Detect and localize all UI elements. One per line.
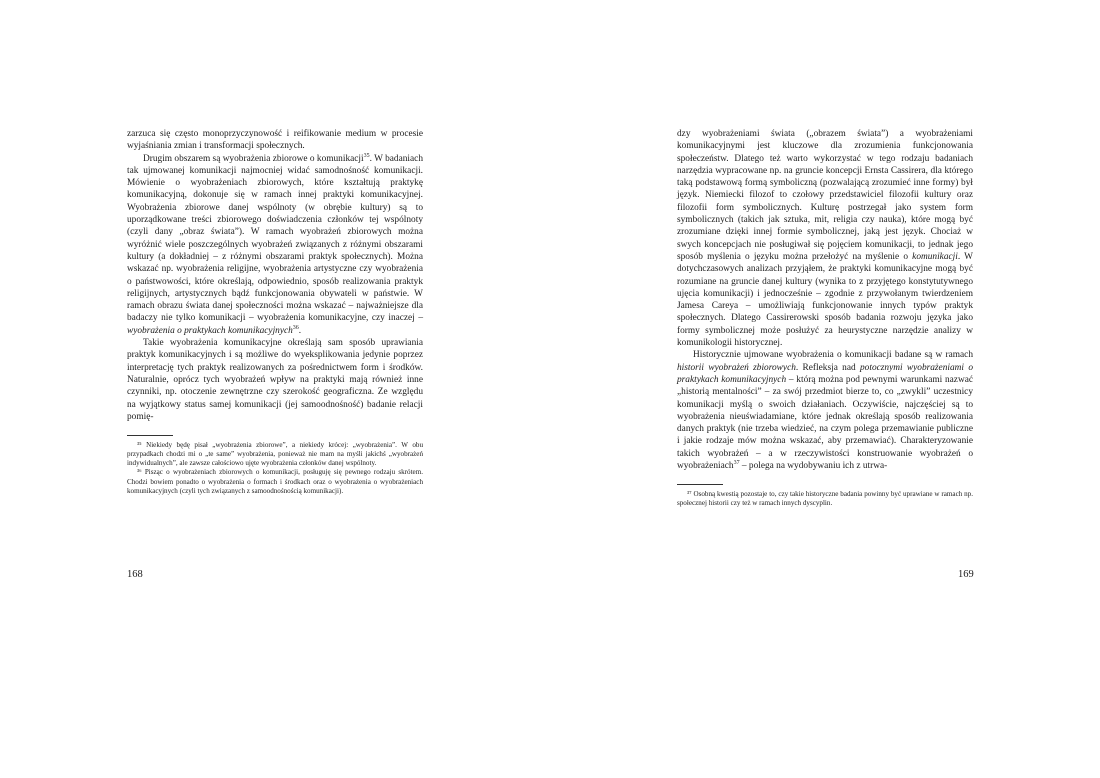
paragraph bbox=[127, 337, 423, 423]
paragraph bbox=[127, 128, 423, 153]
right-body-text bbox=[677, 128, 973, 472]
footnote-36: ³⁶ Pisząc o wyobrażeniach zbiorowych o komunikacji, posługuję się pewnego rodzaju skrótem. Chodzi bowiem ponadto o wyobrażenia o formach i środkach oraz o wyobrażenia o wyobrażeniach komunikacyjnych (czyli tych związanych z samoodnośnością komunikacji). bbox=[127, 468, 423, 495]
footnote-ref: 36 bbox=[292, 324, 299, 331]
left-body-text bbox=[127, 128, 423, 423]
paragraph bbox=[677, 349, 973, 472]
left-footnote-rule bbox=[127, 435, 173, 436]
left-page bbox=[127, 128, 423, 496]
right-footnotes bbox=[677, 490, 973, 508]
text-run: . Refleksja nad bbox=[795, 362, 860, 373]
left-footnotes bbox=[127, 441, 423, 496]
italic-run: potocznymi wyobrażeniami o praktykach komunikacyjnych bbox=[677, 362, 973, 385]
left-page-number: 168 bbox=[127, 569, 143, 580]
text-run: zarzuca się często monoprzyczynowość i reifikowanie medium w procesie wyjaśniania zmian i transformacji społecznych. bbox=[127, 129, 423, 152]
text-run: . bbox=[298, 325, 302, 336]
text-run: – polega na wydobywaniu ich z utrwa- bbox=[739, 461, 888, 472]
text-run: dzy wyobrażeniami świata („obrazem świata”) a wyobrażeniami komunikacyjnymi jest kluczowe dla zrozumienia funkcjonowania społeczeństw. Dlatego też warto wykorzystać w tego rodzaju badaniach narzędzia wypracowane np. na gruncie koncepcji Ernsta Cassirera, dla którego taką podstawową formą symboliczną (pozwalającą zrozumieć inne formy) był język. Niemiecki filozof to czołowy przedstawiciel filozofii kultury oraz filozofii form symbolicznych. Kulturę postrzegał jako system form symbolicznych (takich jak sztuka, mit, religia czy nauka), które mogą być zrozumiane dzięki innej formie symbolicznej, jaką jest język. Chociaż w swych koncepcjach nie posługiwał się pojęciem komunikacji, to jednak jego sposób myślenia o języku można przełożyć na myślenie o bbox=[677, 129, 973, 262]
paragraph bbox=[677, 128, 973, 349]
right-page-number: 169 bbox=[958, 569, 974, 580]
text-run: . W badaniach tak ujmowanej komunikacji najmocniej widać samodnośność komunikacji. Mówienie o wyobrażeniach zbiorowych, które kształtują praktykę komunikacyjną, dokonuje się w ramach innej praktyki komunikacyjnej. Wyobrażenia zbiorowe danej wspólnoty (w obrębie kultury) są to uporządkowane treści zbiorowego doświadczenia członków tej wspólnoty (czyli dany „obraz świata”). W ramach wyobrażeń zbiorowych można wyróżnić wiele poszczególnych wyobrażeń związanych z różnymi obszarami kultury (a dokładniej – z różnymi obszarami praktyk społecznych). Można wskazać np. wyobrażenia religijne, wyobrażenia artystyczne czy wyobrażenia o państwowości, które określają, odpowiednio, sposób realizowania praktyk religijnych, artystycznych bądź funkcjonowania obywateli w państwie. W ramach obrazu świata danej społeczności można wskazać – najważniejsze dla badaczy nie tylko komunikacji – wyobrażenia komunikacyjne, czy inaczej – bbox=[127, 153, 423, 324]
text-run: Historycznie ujmowane wyobrażenia o komunikacji badane są w ramach bbox=[693, 350, 973, 361]
text-run: Takie wyobrażenia komunikacyjne określają sam sposób uprawiania praktyk komunikacyjnych i są możliwe do wyeksplikowania jedynie poprzez interpretację tych praktyk realizowanych za pośrednictwem form i środków. Naturalnie, oprócz tych wyobrażeń wpływ na praktyki mają również inne czynniki, np. otoczenie zewnętrzne czy szerokość geograficzna. Ze względu na wyjątkowy status samej komunikacji (jej samoodnośność) badanie relacji pomię- bbox=[127, 338, 423, 422]
text-run: Drugim obszarem są wyobrażenia zbiorowe o komunikacji bbox=[143, 153, 364, 164]
paragraph bbox=[127, 153, 423, 337]
italic-run: historii wyobrażeń zbiorowych bbox=[677, 362, 796, 373]
footnote-ref: 37 bbox=[733, 459, 740, 466]
text-run: – którą można pod pewnymi warunkami nazwać „historią mentalności” – za swój przedmiot bierze to, co „zwykli” uczestnicy komunikacji myślą o swoich działaniach. Oczywiście, najczęściej są to wyobrażenia nieuświadamiane, które jednak określają sposób realizowania danych praktyk (nie trzeba wiedzieć, na czym polega przemawianie publiczne i jakie rodzaje mów można wskazać, aby przemawiać). Charakteryzowanie takich wyobrażeń – a w rzeczywistości konstruowanie wyobrażeń o wyobrażeniach bbox=[677, 374, 973, 472]
right-page bbox=[677, 128, 973, 509]
footnote-ref: 35 bbox=[363, 152, 370, 159]
text-run: . W dotychczasowych analizach przyjąłem, że praktyki komunikacyjne mogą być rozumiane na gruncie danej kultury (wynika to z przyjętego konstytutywnego ujęcia komunikacji) i jednocześnie – zgodnie z przywołanym twierdzeniem Jamesa Careya – umożliwiają funkcjonowanie innych typów praktyk społecznych. Dlatego Cassirerowski sposób badania rozwoju języka jako formy symbolicznej może posłużyć za heurystyczne narzędzie analizy w komunikologii historycznej. bbox=[677, 251, 973, 349]
footnote-37: ³⁷ Osobną kwestią pozostaje to, czy takie historyczne badania powinny być uprawiane w ramach np. społecznej historii czy też w ramach innych dyscyplin. bbox=[677, 490, 973, 508]
italic-run: komunikacji bbox=[912, 251, 958, 262]
footnote-35: ³⁵ Niekiedy będę pisał „wyobrażenia zbiorowe”, a niekiedy krócej: „wyobrażenia”. W obu przypadkach chodzi mi o „te same” wyobrażenia, ponieważ nie mam na myśli jakichś „wyobrażeń indywidualnych”, ale zawsze całościowo ujęte wyobrażenia członków danej wspólnoty. bbox=[127, 441, 423, 468]
right-footnote-rule bbox=[677, 484, 723, 485]
italic-run: wyobrażenia o praktykach komunikacyjnych bbox=[127, 325, 293, 336]
